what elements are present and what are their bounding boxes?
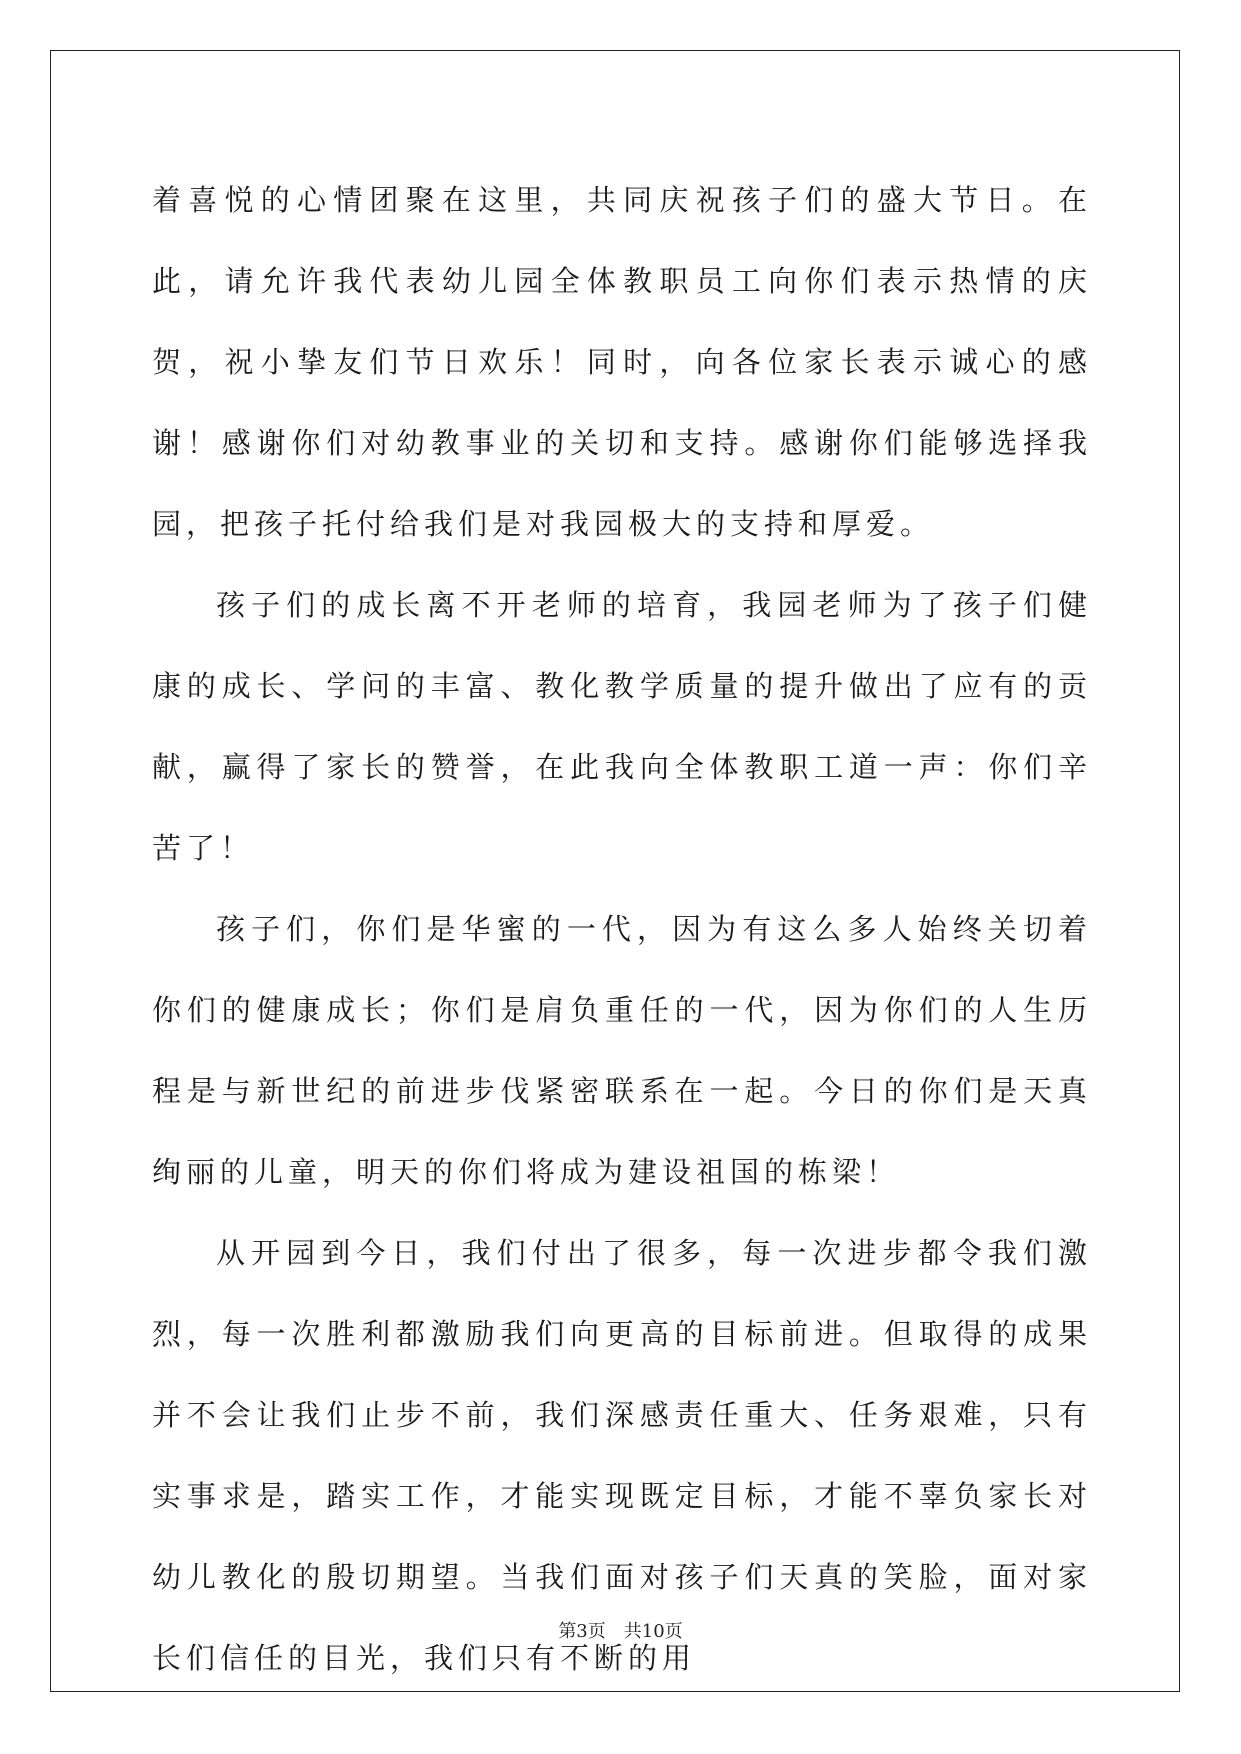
paragraph-4: 从开园到今日，我们付出了很多，每一次进步都令我们激烈，每一次胜利都激励我们向更高的目标前进。但取得的成果并不会让我们止步不前，我们深感责任重大、任务艰难，只有实事求是，踏实工作，才能实现既定目标，才能不辜负家长对幼儿教化的殷切期望。当我们面对孩子们天真的笑脸，面对家长们信任的目光，我们只有不断的用 (152, 1236, 1092, 1675)
document-body (152, 160, 1092, 1699)
paragraph-1: 着喜悦的心情团聚在这里，共同庆祝孩子们的盛大节日。在此，请允许我代表幼儿园全体教职员工向你们表示热情的庆贺，祝小挚友们节日欢乐！同时，向各位家长表示诚心的感谢！感谢你们对幼教事业的关切和支持。感谢你们能够选择我园，把孩子托付给我们是对我园极大的支持和厚爱。 (152, 183, 1092, 541)
page-number-footer: 第3页 共10页 (558, 1621, 683, 1642)
paragraph-2: 孩子们的成长离不开老师的培育，我园老师为了孩子们健康的成长、学问的丰富、教化教学质量的提升做出了应有的贡献，赢得了家长的赞誉，在此我向全体教职工道一声：你们辛苦了！ (152, 588, 1092, 865)
paragraph-3: 孩子们，你们是华蜜的一代，因为有这么多人始终关切着你们的健康成长；你们是肩负重任的一代，因为你们的人生历程是与新世纪的前进步伐紧密联系在一起。今日的你们是天真绚丽的儿童，明天的你们将成为建设祖国的栋梁！ (152, 912, 1092, 1189)
